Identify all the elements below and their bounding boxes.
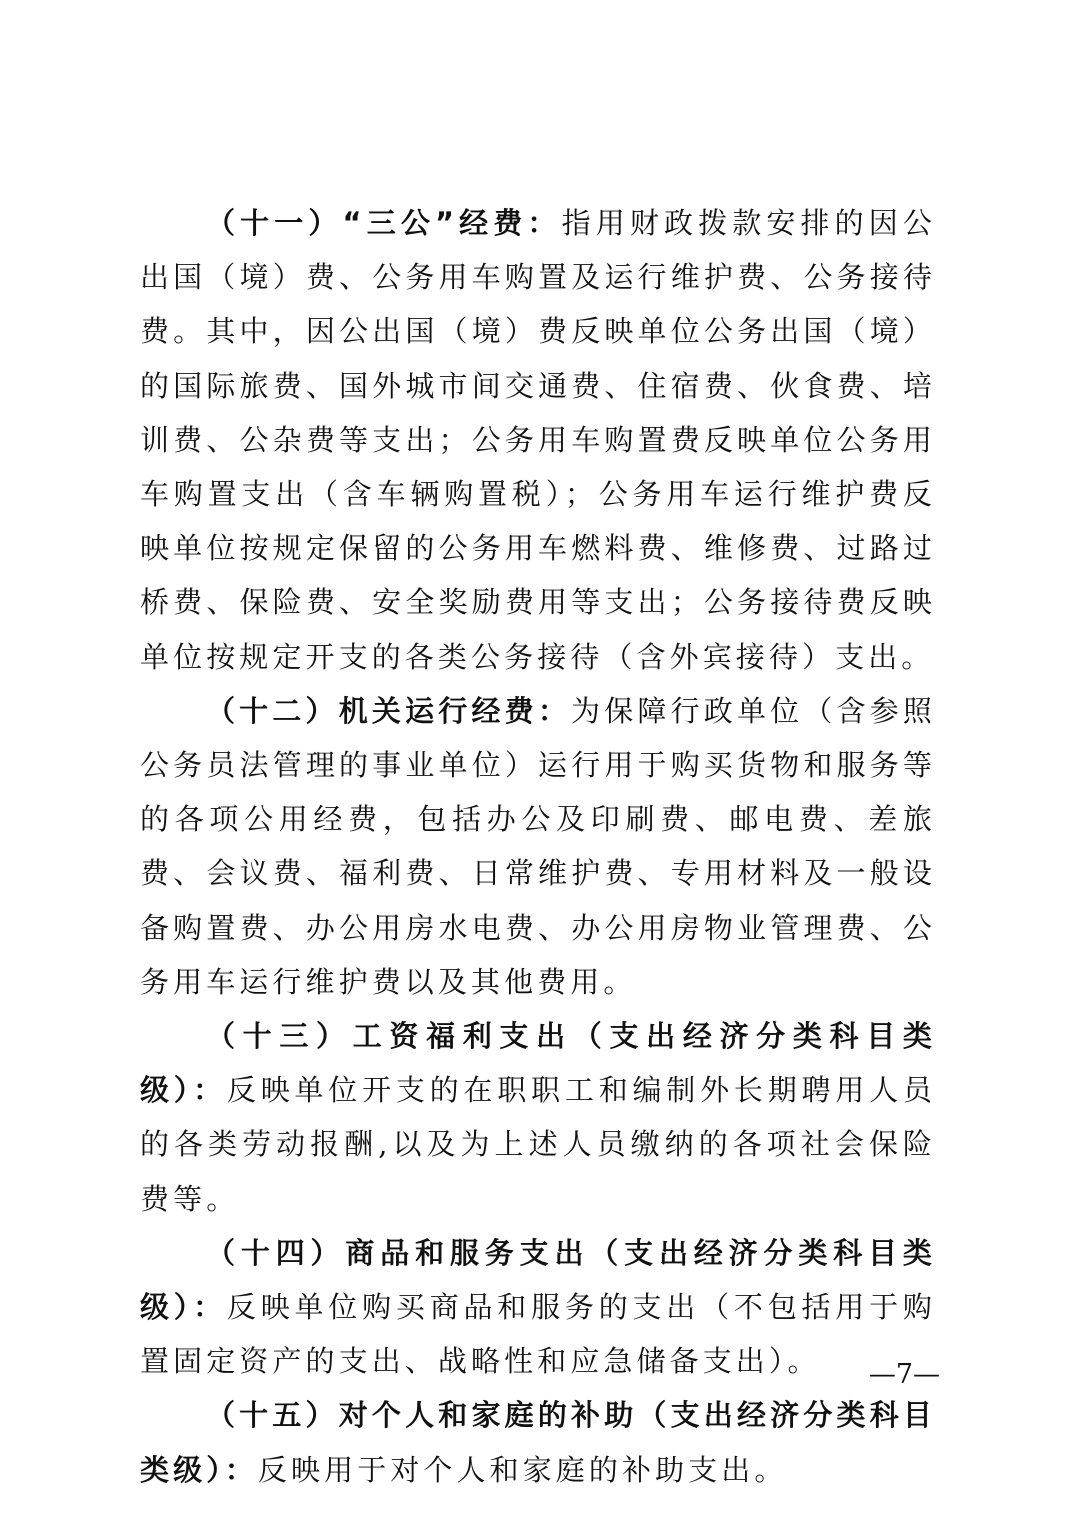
document-body [140, 196, 936, 1497]
paragraph-text: 反映用于对个人和家庭的补助支出。 [257, 1452, 788, 1487]
page-number: —7— [868, 1359, 940, 1390]
paragraph-text: 为保障行政单位（含参照公务员法管理的事业单位）运行用于购买货物和服务等的各项公用经费，包括办公及印刷费、邮电费、差旅费、会议费、福利费、日常维护费、专用材料及一般设备购置费、办公用房水电费、办公用房物业管理费、公务用车运行维护费以及其他费用。 [140, 693, 936, 999]
term-heading: （十五）对个人和家庭的补助（支出经济分类科目类级）： [140, 1398, 936, 1487]
paragraph-wage-welfare-expenditure [140, 1009, 936, 1226]
paragraph-text: 反映单位开支的在职职工和编制外长期聘用人员的各类劳动报酬,以及为上述人员缴纳的各项社会保险费等。 [140, 1073, 936, 1216]
paragraph-household-subsidies [140, 1388, 936, 1496]
paragraph-agency-operating-expenses [140, 684, 936, 1009]
term-heading: （十二）机关运行经费： [206, 693, 572, 728]
term-heading: （十三）工资福利支出（支出经济分类科目类级）： [140, 1019, 936, 1108]
paragraph-text: 反映单位购买商品和服务的支出（不包括用于购置固定资产的支出、战略性和应急储备支出）。 [140, 1290, 936, 1379]
term-heading: （十一）“三公”经费： [206, 206, 562, 240]
term-heading: （十四）商品和服务支出（支出经济分类科目类级）： [140, 1235, 936, 1325]
paragraph-san-gong-expenses [140, 196, 936, 684]
paragraph-goods-services-expenditure [140, 1226, 936, 1389]
paragraph-text: 指用财政拨款安排的因公出国（境）费、公务用车购置及运行维护费、公务接待费。其中，因公出国（境）费反映单位公务出国（境）的国际旅费、国外城市间交通费、住宿费、伙食费、培训费、公杂费等支出；公务用车购置费反映单位公务用车购置支出（含车辆购置税）；公务用车运行维护费反映单位按规定保留的公务用车燃料费、维修费、过路过桥费、保险费、安全奖励费用等支出；公务接待费反映单位按规定开支的各类公务接待（含外宾接待）支出。 [140, 206, 936, 674]
